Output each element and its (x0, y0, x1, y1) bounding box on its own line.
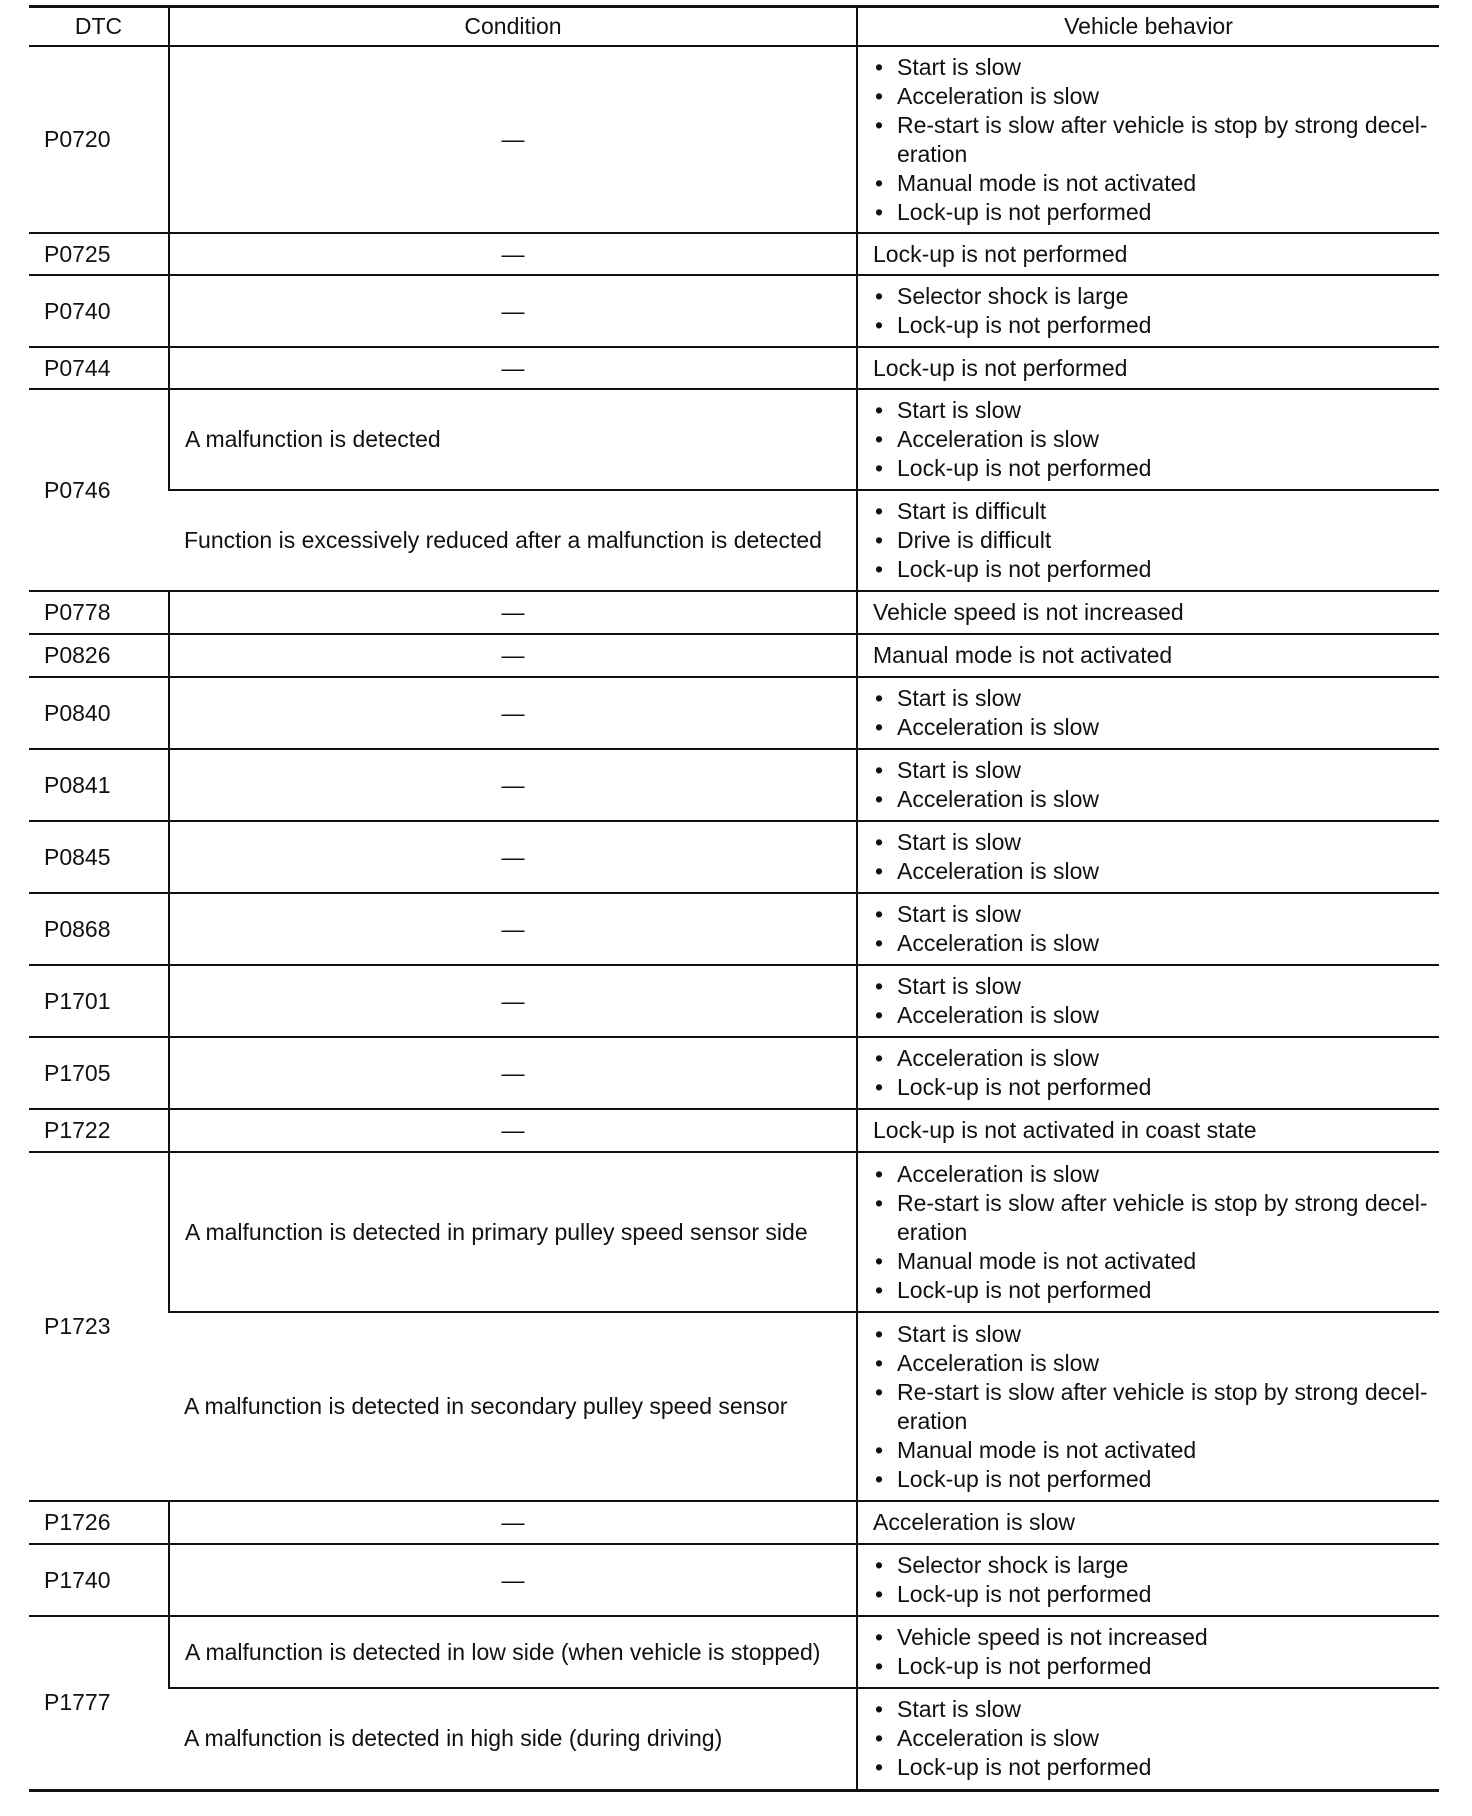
condition-cell: A malfunction is detected in secondary pulley speed sensor (169, 1312, 857, 1501)
behavior-list (873, 1320, 1431, 1494)
behavior-item: • Start is slow (873, 1320, 1431, 1349)
behavior-item: • Drive is difficult (873, 526, 1431, 555)
vehicle-behavior-cell: Manual mode is not activated (857, 634, 1439, 677)
behavior-list (873, 972, 1431, 1030)
condition-cell: — (169, 1037, 857, 1109)
header-condition: Condition (169, 7, 857, 47)
table-row (29, 965, 1439, 1037)
condition-cell: — (169, 893, 857, 965)
table-row (29, 1037, 1439, 1109)
behavior-item: • Acceleration is slow (873, 1724, 1431, 1753)
condition-cell: A malfunction is detected in primary pulley speed sensor side (169, 1152, 857, 1312)
behavior-item: • Lock-up is not performed (873, 454, 1431, 483)
behavior-item: • Start is slow (873, 900, 1431, 929)
behavior-item: • Lock-up is not performed (873, 555, 1431, 584)
dtc-code: P1705 (29, 1037, 169, 1109)
vehicle-behavior-cell (857, 893, 1439, 965)
behavior-item: • Start is slow (873, 1695, 1431, 1724)
table-row (29, 749, 1439, 821)
table-row (29, 893, 1439, 965)
behavior-item: • Acceleration is slow (873, 1160, 1431, 1189)
vehicle-behavior-cell: Lock-up is not performed (857, 233, 1439, 275)
behavior-list (873, 1044, 1431, 1102)
behavior-item: • Re-start is slow after vehicle is stop by strong decel- eration (873, 1378, 1431, 1436)
dtc-code: P0744 (29, 347, 169, 389)
table-row (29, 1688, 1439, 1790)
behavior-item: • Acceleration is slow (873, 1001, 1431, 1030)
condition-cell: — (169, 634, 857, 677)
behavior-item: • Start is slow (873, 684, 1431, 713)
table-row (29, 233, 1439, 275)
vehicle-behavior-cell: Lock-up is not activated in coast state (857, 1109, 1439, 1152)
condition-cell: — (169, 347, 857, 389)
dtc-code: P1723 (29, 1152, 169, 1501)
table-row (29, 1616, 1439, 1688)
dtc-code: P0746 (29, 389, 169, 591)
vehicle-behavior-cell (857, 1688, 1439, 1790)
condition-cell: — (169, 275, 857, 347)
behavior-list (873, 1695, 1431, 1782)
condition-cell: — (169, 46, 857, 233)
header-vehicle-behavior: Vehicle behavior (857, 7, 1439, 47)
header-dtc: DTC (29, 7, 169, 47)
condition-cell: A malfunction is detected in low side (when vehicle is stopped) (169, 1616, 857, 1688)
dtc-code: P0725 (29, 233, 169, 275)
table-body (29, 46, 1439, 1790)
vehicle-behavior-cell (857, 749, 1439, 821)
condition-cell: — (169, 1544, 857, 1616)
behavior-list (873, 900, 1431, 958)
behavior-item: • Re-start is slow after vehicle is stop by strong decel- eration (873, 111, 1431, 169)
table-header-row (29, 7, 1439, 47)
behavior-item: • Acceleration is slow (873, 785, 1431, 814)
vehicle-behavior-cell: Lock-up is not performed (857, 347, 1439, 389)
behavior-list (873, 1623, 1431, 1681)
vehicle-behavior-cell: Vehicle speed is not increased (857, 591, 1439, 634)
dtc-code: P0840 (29, 677, 169, 749)
dtc-code: P1740 (29, 1544, 169, 1616)
vehicle-behavior-cell (857, 1037, 1439, 1109)
dtc-code: P0868 (29, 893, 169, 965)
table-row (29, 275, 1439, 347)
behavior-item: • Start is difficult (873, 497, 1431, 526)
behavior-item: • Selector shock is large (873, 282, 1431, 311)
behavior-item: • Start is slow (873, 972, 1431, 1001)
condition-cell: — (169, 591, 857, 634)
behavior-item: • Start is slow (873, 756, 1431, 785)
dtc-code: P1701 (29, 965, 169, 1037)
vehicle-behavior-cell (857, 677, 1439, 749)
condition-cell: A malfunction is detected (169, 389, 857, 490)
vehicle-behavior-cell (857, 821, 1439, 893)
behavior-item: • Acceleration is slow (873, 82, 1431, 111)
table-row (29, 347, 1439, 389)
behavior-item: • Acceleration is slow (873, 1044, 1431, 1073)
table-row (29, 1109, 1439, 1152)
condition-cell: — (169, 677, 857, 749)
behavior-item: • Acceleration is slow (873, 713, 1431, 742)
table-row (29, 46, 1439, 233)
table-row (29, 591, 1439, 634)
dtc-code: P0720 (29, 46, 169, 233)
behavior-item: • Lock-up is not performed (873, 1073, 1431, 1102)
behavior-item: • Acceleration is slow (873, 857, 1431, 886)
vehicle-behavior-cell (857, 490, 1439, 591)
vehicle-behavior-cell (857, 965, 1439, 1037)
vehicle-behavior-cell: Acceleration is slow (857, 1501, 1439, 1544)
vehicle-behavior-cell (857, 46, 1439, 233)
condition-cell: — (169, 821, 857, 893)
vehicle-behavior-cell (857, 1616, 1439, 1688)
dtc-code: P1777 (29, 1616, 169, 1790)
condition-cell: A malfunction is detected in high side (during driving) (169, 1688, 857, 1790)
behavior-item: • Manual mode is not activated (873, 1247, 1431, 1276)
dtc-code: P0841 (29, 749, 169, 821)
dtc-code: P0845 (29, 821, 169, 893)
behavior-list (873, 282, 1431, 340)
table-row (29, 634, 1439, 677)
behavior-item: • Acceleration is slow (873, 425, 1431, 454)
dtc-code: P0740 (29, 275, 169, 347)
behavior-list (873, 1160, 1431, 1305)
dtc-table (29, 5, 1439, 1792)
table-row (29, 1312, 1439, 1501)
behavior-list (873, 396, 1431, 483)
behavior-item: • Selector shock is large (873, 1551, 1431, 1580)
behavior-item: • Acceleration is slow (873, 929, 1431, 958)
vehicle-behavior-cell (857, 1544, 1439, 1616)
behavior-item: • Lock-up is not performed (873, 1652, 1431, 1681)
behavior-list (873, 1551, 1431, 1609)
table-row (29, 1152, 1439, 1312)
vehicle-behavior-cell (857, 1152, 1439, 1312)
dtc-code: P1726 (29, 1501, 169, 1544)
behavior-item: • Lock-up is not performed (873, 1465, 1431, 1494)
table-row (29, 389, 1439, 490)
table-row (29, 490, 1439, 591)
condition-cell: — (169, 749, 857, 821)
behavior-list (873, 756, 1431, 814)
dtc-code: P0778 (29, 591, 169, 634)
vehicle-behavior-cell (857, 389, 1439, 490)
behavior-item: • Lock-up is not performed (873, 1276, 1431, 1305)
behavior-item: • Lock-up is not performed (873, 311, 1431, 340)
behavior-item: • Start is slow (873, 53, 1431, 82)
condition-cell: — (169, 965, 857, 1037)
behavior-list (873, 53, 1431, 227)
behavior-item: • Lock-up is not performed (873, 1753, 1431, 1782)
behavior-item: • Start is slow (873, 828, 1431, 857)
condition-cell: — (169, 233, 857, 275)
condition-cell: Function is excessively reduced after a malfunction is detected (169, 490, 857, 591)
vehicle-behavior-cell (857, 275, 1439, 347)
behavior-list (873, 684, 1431, 742)
behavior-item: • Acceleration is slow (873, 1349, 1431, 1378)
behavior-list (873, 828, 1431, 886)
condition-cell: — (169, 1501, 857, 1544)
table-row (29, 677, 1439, 749)
behavior-item: • Lock-up is not performed (873, 198, 1431, 227)
table-row (29, 1501, 1439, 1544)
dtc-code: P1722 (29, 1109, 169, 1152)
dtc-code: P0826 (29, 634, 169, 677)
behavior-item: • Manual mode is not activated (873, 169, 1431, 198)
table-row (29, 1544, 1439, 1616)
behavior-list (873, 497, 1431, 584)
vehicle-behavior-cell (857, 1312, 1439, 1501)
behavior-item: • Start is slow (873, 396, 1431, 425)
behavior-item: • Manual mode is not activated (873, 1436, 1431, 1465)
behavior-item: • Lock-up is not performed (873, 1580, 1431, 1609)
behavior-item: • Re-start is slow after vehicle is stop by strong decel- eration (873, 1189, 1431, 1247)
condition-cell: — (169, 1109, 857, 1152)
table-row (29, 821, 1439, 893)
behavior-item: • Vehicle speed is not increased (873, 1623, 1431, 1652)
